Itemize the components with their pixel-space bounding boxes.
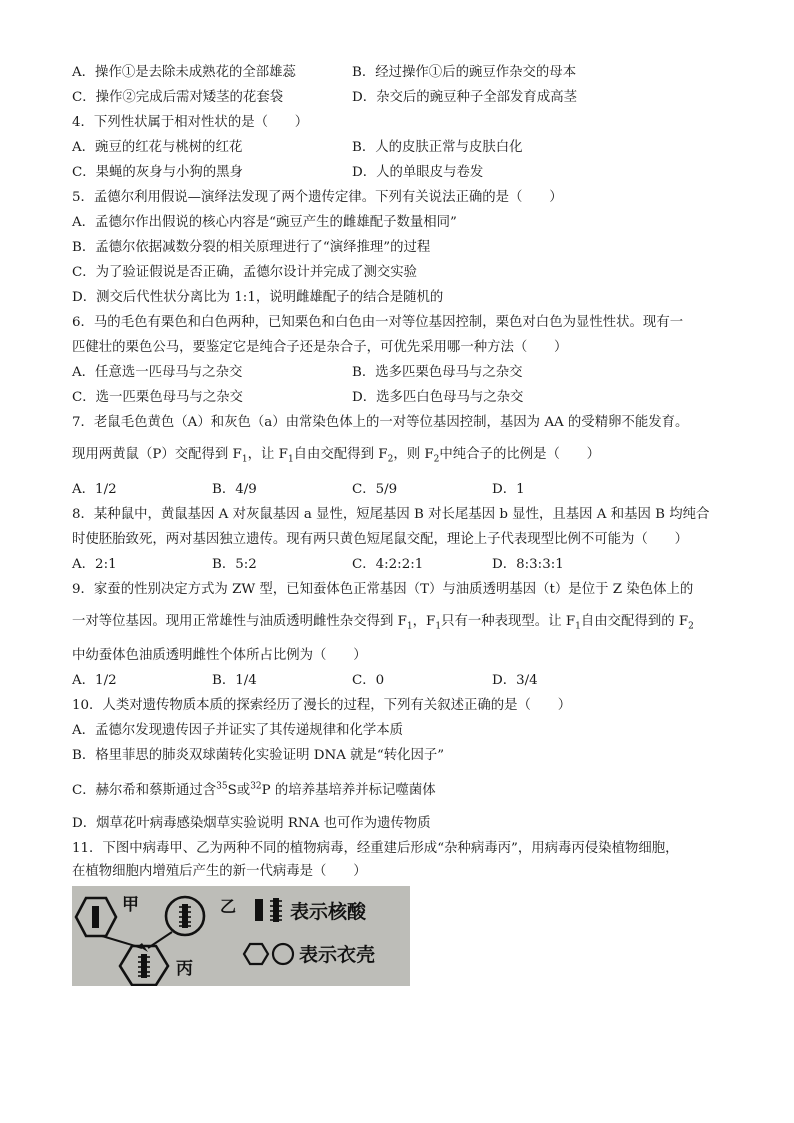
q5-option-a[interactable]: A．孟德尔作出假说的核心内容是“豌豆产生的雌雄配子数量相同”: [72, 215, 457, 230]
q4-option-a[interactable]: A．豌豆的红花与桃树的红花: [72, 140, 243, 155]
q9-option-a[interactable]: A．1/2: [72, 673, 117, 688]
q11-stem-line-1: 11．下图中病毒甲、乙为两种不同的植物病毒，经重建后形成“杂种病毒丙”，用病毒丙侵染植物细胞，: [72, 841, 679, 856]
q10-c-text-3: P 的培养基培养并标记噬菌体: [261, 783, 436, 798]
q7-option-d[interactable]: D．1: [492, 482, 525, 497]
q9-subscript-1: 1: [406, 621, 413, 632]
q6-option-b[interactable]: B．选多匹栗色母马与之杂交: [352, 365, 523, 380]
q9-option-c[interactable]: C．0: [352, 673, 385, 688]
q6-option-c[interactable]: C．选一匹栗色母马与之杂交: [72, 390, 243, 405]
virus-jia-nucleic-acid: [92, 906, 99, 928]
q10-option-c[interactable]: [72, 782, 436, 800]
q9-options-row: [72, 672, 732, 690]
q3-options-row-1: [72, 64, 732, 82]
label-yi: 乙: [220, 897, 237, 916]
virus-diagram-svg: [72, 886, 410, 986]
q10-option-d[interactable]: D．烟草花叶病毒感染烟草实验说明 RNA 也可作为遗传物质: [72, 816, 431, 831]
q4-option-c[interactable]: C．果蝇的灰身与小狗的黑身: [72, 165, 243, 180]
q9-text-1: 一对等位基因。现用正常雄性与油质透明雌性杂交得到 F: [72, 614, 407, 629]
q9-stem-line-2: [72, 613, 694, 631]
q6-option-a[interactable]: A．任意选一匹母马与之杂交: [72, 365, 243, 380]
q3-options-row-2: [72, 89, 732, 107]
q10-c-text-2: S或: [227, 783, 251, 798]
q4-option-d[interactable]: D．人的单眼皮与卷发: [352, 165, 484, 180]
q6-options-row-1: [72, 364, 732, 382]
legend-capsid-label: 表示衣壳: [299, 944, 376, 966]
virus-bing-nucleic-acid: [138, 954, 150, 978]
q4-option-b[interactable]: B．人的皮肤正常与皮肤白化: [352, 140, 523, 155]
q7-text-1: 现用两黄鼠（P）交配得到 F: [72, 447, 242, 462]
label-bing: 丙: [176, 959, 193, 979]
q8-stem-line-1: 8．某种鼠中，黄鼠基因 A 对灰鼠基因 a 显性，短尾基因 B 对长尾基因 b 显性，且基因 A 和基因 B 均纯合: [72, 507, 710, 522]
q7-subscript-2: 1: [287, 454, 294, 465]
q7-options-row: [72, 481, 732, 499]
q7-text-3: 自由交配得到 F: [293, 447, 388, 462]
q5-stem: 5．孟德尔利用假说—演绎法发现了两个遗传定律。下列有关说法正确的是（ ）: [72, 190, 563, 205]
virus-diagram: [72, 886, 410, 986]
q9-stem-line-1: 9．家蚕的性别决定方式为 ZW 型，已知蚕体色正常基因（T）与油质透明基因（t）是位于 Z 染色体上的: [72, 582, 694, 597]
q7-option-a[interactable]: A．1/2: [72, 482, 117, 497]
q9-option-b[interactable]: B．1/4: [212, 673, 257, 688]
q6-options-row-2: [72, 389, 732, 407]
q10-stem: 10．人类对遗传物质本质的探索经历了漫长的过程，下列有关叙述正确的是（ ）: [72, 698, 572, 713]
q10-c-superscript-2: 32: [250, 781, 262, 792]
q4-options-row-1: [72, 139, 732, 157]
q10-c-text-1: C．赫尔希和蔡斯通过含: [72, 783, 217, 798]
q10-option-a[interactable]: A．孟德尔发现遗传因子并证实了其传递规律和化学本质: [72, 723, 404, 738]
q7-subscript-4: 2: [433, 454, 440, 465]
q10-option-b[interactable]: B．格里菲思的肺炎双球菌转化实验证明 DNA 就是“转化因子”: [72, 748, 445, 763]
q8-option-c[interactable]: C．4:2:2:1: [352, 557, 424, 572]
q8-options-row: [72, 556, 732, 574]
q9-stem-line-3: 中幼蚕体色油质透明雌性个体所占比例为（ ）: [72, 648, 367, 663]
legend-capsid-hexagon-icon: [244, 944, 268, 964]
q5-option-b[interactable]: B．孟德尔依据减数分裂的相关原理进行了“演绎推理”的过程: [72, 240, 431, 255]
q7-subscript-3: 2: [387, 454, 394, 465]
q6-stem-line-2: 匹健壮的栗色公马，要鉴定它是纯合子还是杂合子，可优先采用哪一种方法（ ）: [72, 340, 568, 355]
label-jia: 甲: [122, 895, 139, 915]
q9-text-4: 自由交配得到的 F: [580, 614, 689, 629]
q7-text-4: ，则 F: [393, 447, 434, 462]
q7-stem-line-1: 7．老鼠毛色黄色（A）和灰色（a）由常染色体上的一对等位基因控制，基因为 AA 的受精卵不能发育。: [72, 415, 689, 430]
virus-yi-nucleic-acid: [179, 904, 191, 928]
q3-option-c[interactable]: C．操作②完成后需对矮茎的花套袋: [72, 90, 284, 105]
q9-subscript-2: 1: [435, 621, 442, 632]
q5-option-d[interactable]: D．测交后代性状分离比为 1:1，说明雌雄配子的结合是随机的: [72, 290, 444, 305]
q11-stem-line-2: 在植物细胞内增殖后产生的新一代病毒是（ ）: [72, 864, 367, 879]
q4-options-row-2: [72, 164, 732, 182]
q7-text-2: ，让 F: [247, 447, 288, 462]
q9-subscript-4: 2: [688, 621, 694, 632]
q9-text-2: ，F: [412, 614, 436, 629]
q8-option-a[interactable]: A．2:1: [72, 557, 117, 572]
q8-stem-line-2: 时使胚胎致死，两对基因独立遗传。现有两只黄色短尾鼠交配，理论上子代表现型比例不可能为（ ）: [72, 532, 688, 547]
legend-nucleic-solid-icon: [255, 899, 263, 921]
legend-nucleic-striped-icon: [270, 898, 282, 922]
q9-text-3: 只有一种表现型。让 F: [441, 614, 576, 629]
q4-stem: 4．下列性状属于相对性状的是（ ）: [72, 115, 309, 130]
q8-option-d[interactable]: D．8:3:3:1: [492, 557, 564, 572]
q9-option-d[interactable]: D．3/4: [492, 673, 538, 688]
q7-subscript-1: 1: [241, 454, 248, 465]
q5-option-c[interactable]: C．为了验证假说是否正确，孟德尔设计并完成了测交实验: [72, 265, 418, 280]
q6-option-d[interactable]: D．选多匹白色母马与之杂交: [352, 390, 524, 405]
q3-option-d[interactable]: D．杂交后的豌豆种子全部发育成高茎: [352, 90, 577, 105]
q7-option-c[interactable]: C．5/9: [352, 482, 398, 497]
q7-text-5: 中纯合子的比例是（ ）: [439, 447, 601, 462]
q7-option-b[interactable]: B．4/9: [212, 482, 257, 497]
q7-stem-line-2: [72, 446, 600, 464]
q3-option-b[interactable]: B．经过操作①后的豌豆作杂交的母本: [352, 65, 577, 80]
legend-nucleic-label: 表示核酸: [290, 901, 367, 923]
q10-c-superscript-1: 35: [216, 781, 228, 792]
q8-option-b[interactable]: B．5:2: [212, 557, 257, 572]
legend-capsid-circle-icon: [273, 944, 293, 964]
q9-subscript-3: 1: [575, 621, 581, 632]
q6-stem-line-1: 6．马的毛色有栗色和白色两种，已知栗色和白色由一对等位基因控制，栗色对白色为显性性状。现有一: [72, 315, 684, 330]
q3-option-a[interactable]: A．操作①是去除未成熟花的全部雄蕊: [72, 65, 296, 80]
